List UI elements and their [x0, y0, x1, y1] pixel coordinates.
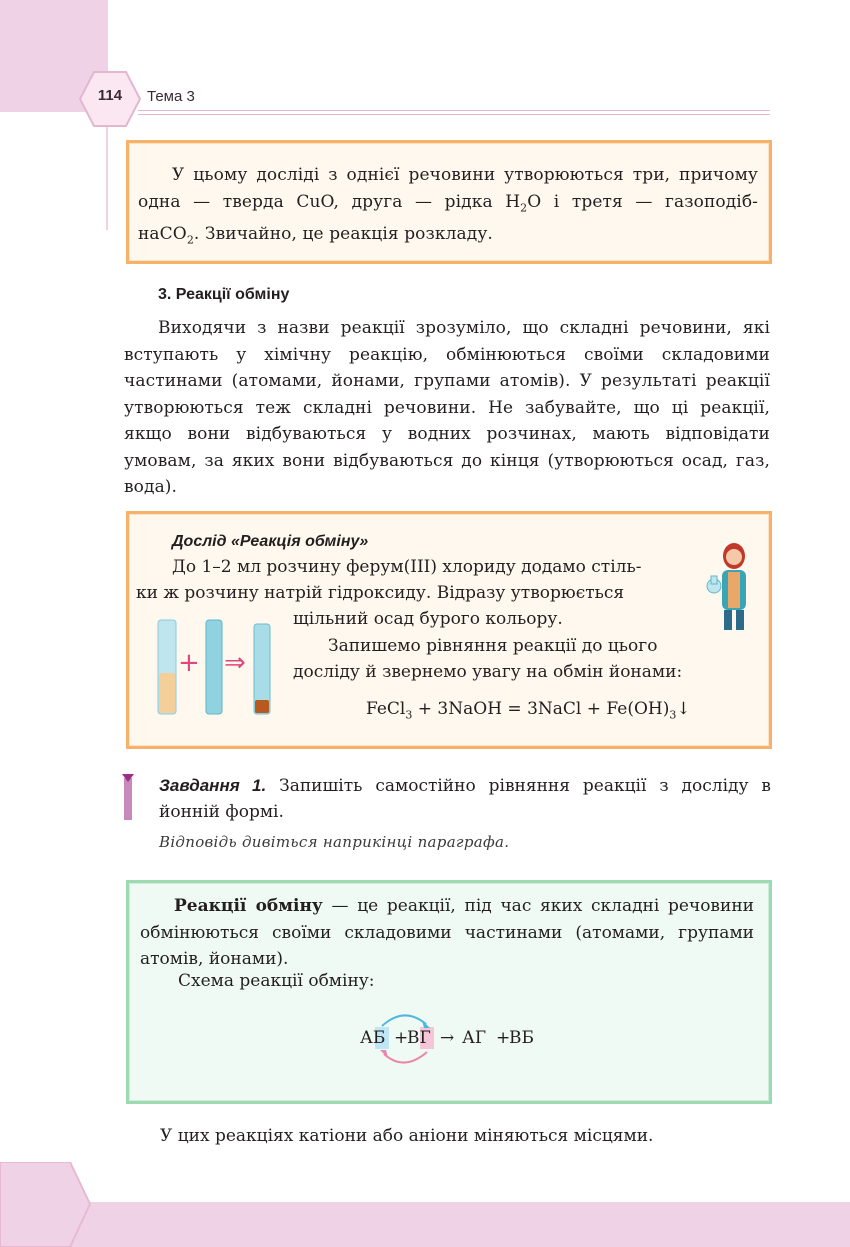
bottom-decoration — [0, 1162, 850, 1247]
note-line-3 — [138, 221, 758, 254]
experiment-line-2: ки ж розчину натрій гідроксиду. Відразу утворюється — [136, 583, 625, 603]
definition-body: — це реакції, під час яких складні речовини обмінюються своїми складовими частинами (атомами, групами атомів, йонами). — [140, 896, 754, 969]
scheme-vb: ВБ — [509, 1028, 534, 1048]
eq-sub-1: 3 — [405, 708, 413, 722]
exchange-scheme — [358, 1026, 558, 1086]
note-line-3-sub: 2 — [186, 233, 194, 247]
experiment-line-1: До 1–2 мл розчину ферум(ІІІ) хлориду додамо стіль- — [172, 557, 642, 577]
note-line-3-b: . Звичайно, це реакція розкладу. — [193, 224, 493, 245]
note-line-2-sub: 2 — [520, 200, 528, 214]
eq-part-a: FeCl — [366, 699, 406, 719]
note-line-3-a: наCO — [138, 224, 187, 245]
reaction-equation — [366, 699, 691, 721]
section-heading: 3. Реакції обміну — [158, 286, 290, 303]
task-title: Завдання 1. — [159, 776, 267, 795]
scheme-plus-1: + — [394, 1028, 409, 1048]
definition-text — [140, 893, 754, 973]
scheme-ab: АБ — [360, 1028, 386, 1048]
scheme-vg: ВГ — [407, 1028, 431, 1048]
answer-hint: Відповідь дивіться наприкінці параграфа. — [159, 833, 510, 851]
task-marker-icon — [122, 774, 134, 820]
test-tubes-illustration — [150, 618, 280, 718]
experiment-line-5: досліду й звернемо увагу на обмін йонами: — [293, 662, 683, 682]
header-divider-2 — [138, 114, 770, 115]
task-text: Запишіть самостійно рівняння реакції з досліду в йонній формі. — [159, 776, 771, 822]
note-line-1: У цьому досліді з однієї речовини утворюються три, причому — [172, 165, 758, 185]
section-paragraph: Виходячи з назви реакції зрозуміло, що складні речовини, які вступають у хімічну реакцію, обмінюються своїми складовими частинами (атомами, йонами, групами атомів). У результаті реакції утворюються теж складні речовини. Не забувайте, що ці реакції, якщо вони відбуваються у водних розчинах, мають відповідати умовам, за яких вони відбуваються до кінця (утворюються осад, газ, вода). — [124, 318, 770, 497]
scheme-label: Схема реакції обміну: — [178, 971, 375, 991]
note-line-2 — [138, 189, 758, 222]
plus-sign: + — [178, 648, 200, 678]
eq-part-c: (OH) — [627, 699, 670, 719]
note-line-2-b: O і третя — газоподіб- — [527, 191, 758, 212]
eq-part-b: + 3NaOH = 3NaCl + Fe — [412, 699, 628, 719]
test-tubes-icon — [150, 618, 280, 718]
header-divider — [138, 110, 770, 111]
decomposition-note — [138, 162, 758, 254]
scheme-plus-2: + — [496, 1028, 511, 1048]
experiment-line-3: щільний осад бурого кольору. — [293, 609, 563, 629]
topic-label: Тема 3 — [147, 88, 195, 105]
precipitate-arrow: ↓ — [676, 699, 691, 719]
scheme-ag: АГ — [462, 1028, 487, 1048]
note-line-2-a: одна — тверда CuO, друга — рідка H — [138, 191, 521, 212]
task-1 — [159, 773, 771, 825]
eq-sub-2: 3 — [669, 708, 677, 722]
student-figure-icon — [700, 540, 762, 632]
experiment-line-4: Запишемо рівняння реакції до цього — [328, 636, 658, 656]
implies-arrow: ⇒ — [224, 648, 246, 678]
closing-sentence: У цих реакціях катіони або аніони міняються місцями. — [160, 1126, 654, 1146]
scheme-arrow: → — [440, 1028, 455, 1048]
experiment-title: Дослід «Реакція обміну» — [172, 533, 369, 550]
definition-term: Реакції обміну — [174, 896, 323, 916]
page-number: 114 — [97, 87, 123, 104]
